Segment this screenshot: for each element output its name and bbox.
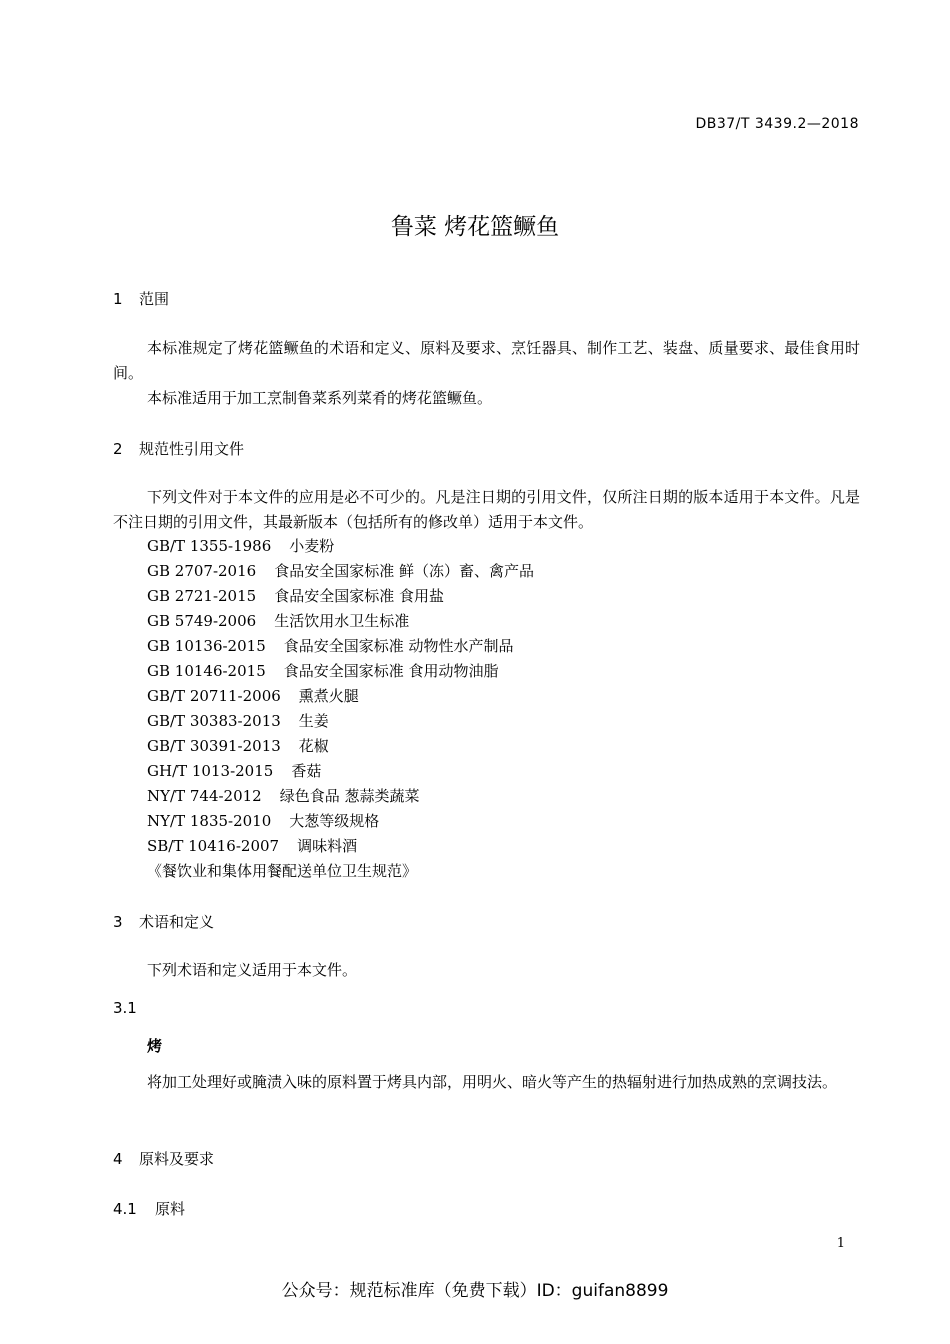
reference-code: SB/T 10416-2007 [147,837,280,855]
normative-intro-paragraph: 下列文件对于本文件的应用是必不可少的。凡是注日期的引用文件，仅所注日期的版本适用于本文件。凡是不注日期的引用文件，其最新版本（包括所有的修改单）适用于本文件。 [113,488,860,531]
section-title: 术语和定义 [139,913,215,931]
document-code: DB37/T 3439.2—2018 [695,116,859,132]
section-1-heading [113,288,169,309]
list-item [147,859,534,884]
reference-title: 调味料酒 [297,837,358,855]
subsection-3-1-number: 3.1 [113,999,137,1017]
reference-title: 食品安全国家标准 鲜（冻）畜、禽产品 [274,562,534,580]
list-item [147,759,534,784]
list-item [147,734,534,759]
list-item [147,609,534,634]
reference-title: 小麦粉 [289,537,335,555]
scope-paragraph-2: 本标准适用于加工烹制鲁菜系列菜肴的烤花篮鳜鱼。 [147,389,493,407]
reference-code: NY/T 1835-2010 [147,812,272,830]
term-name: 烤 [147,1037,163,1055]
reference-title: 生活饮用水卫生标准 [274,612,410,630]
list-item [147,659,534,684]
list-item [147,834,534,859]
reference-title: 食品安全国家标准 食用动物油脂 [283,662,499,680]
list-item [147,809,534,834]
section-number: 3 [113,913,123,931]
list-item [147,559,534,584]
subsection-number: 4.1 [113,1200,137,1218]
page-number: 1 [836,1236,845,1251]
reference-list [147,534,534,884]
list-item [147,584,534,609]
section-number: 2 [113,440,123,458]
list-item [147,709,534,734]
reference-title: 熏煮火腿 [298,687,359,705]
section-title: 原料及要求 [139,1150,215,1168]
subsection-title: 原料 [155,1200,186,1218]
section-number: 4 [113,1150,123,1168]
reference-code: NY/T 744-2012 [147,787,262,805]
reference-title: 大葱等级规格 [289,812,380,830]
section-2-heading [113,438,244,459]
reference-code: GB 2707-2016 [147,562,257,580]
list-item [147,784,534,809]
reference-title: 食品安全国家标准 食用盐 [274,587,444,605]
page-title: 鲁菜 烤花篮鳜鱼 [390,214,560,240]
section-4-heading [113,1148,214,1169]
reference-title: 食品安全国家标准 动物性水产制品 [283,637,514,655]
reference-code: GH/T 1013-2015 [147,762,274,780]
reference-code: GB 2721-2015 [147,587,257,605]
section-title: 范围 [139,290,170,308]
reference-title: 绿色食品 葱蒜类蔬菜 [279,787,420,805]
scope-paragraph-1: 本标准规定了烤花篮鳜鱼的术语和定义、原料及要求、烹饪器具、制作工艺、装盘、质量要求、最佳食用时间。 [113,339,860,382]
reference-code: GB 10146-2015 [147,662,266,680]
reference-title: 生姜 [298,712,329,730]
terms-intro-paragraph: 下列术语和定义适用于本文件。 [147,961,358,979]
reference-title: 香菇 [291,762,322,780]
list-item [147,634,534,659]
reference-title: 花椒 [298,737,329,755]
term-definition: 将加工处理好或腌渍入味的原料置于烤具内部，用明火、暗火等产生的热辐射进行加热成熟的烹调技法。 [147,1073,838,1091]
section-title: 规范性引用文件 [139,440,245,458]
section-number: 1 [113,290,123,308]
list-item [147,534,534,559]
reference-code: GB/T 30391-2013 [147,737,281,755]
reference-code: GB/T 20711-2006 [147,687,281,705]
subsection-4-1-heading [113,1198,185,1219]
reference-code: GB/T 1355-1986 [147,537,272,555]
footer-watermark: 公众号：规范标准库（免费下载）ID：guifan8899 [281,1281,669,1301]
reference-title: 《餐饮业和集体用餐配送单位卫生规范》 [147,862,418,880]
list-item [147,684,534,709]
reference-code: GB 10136-2015 [147,637,266,655]
reference-code: GB/T 30383-2013 [147,712,281,730]
section-3-heading [113,911,214,932]
reference-code: GB 5749-2006 [147,612,257,630]
